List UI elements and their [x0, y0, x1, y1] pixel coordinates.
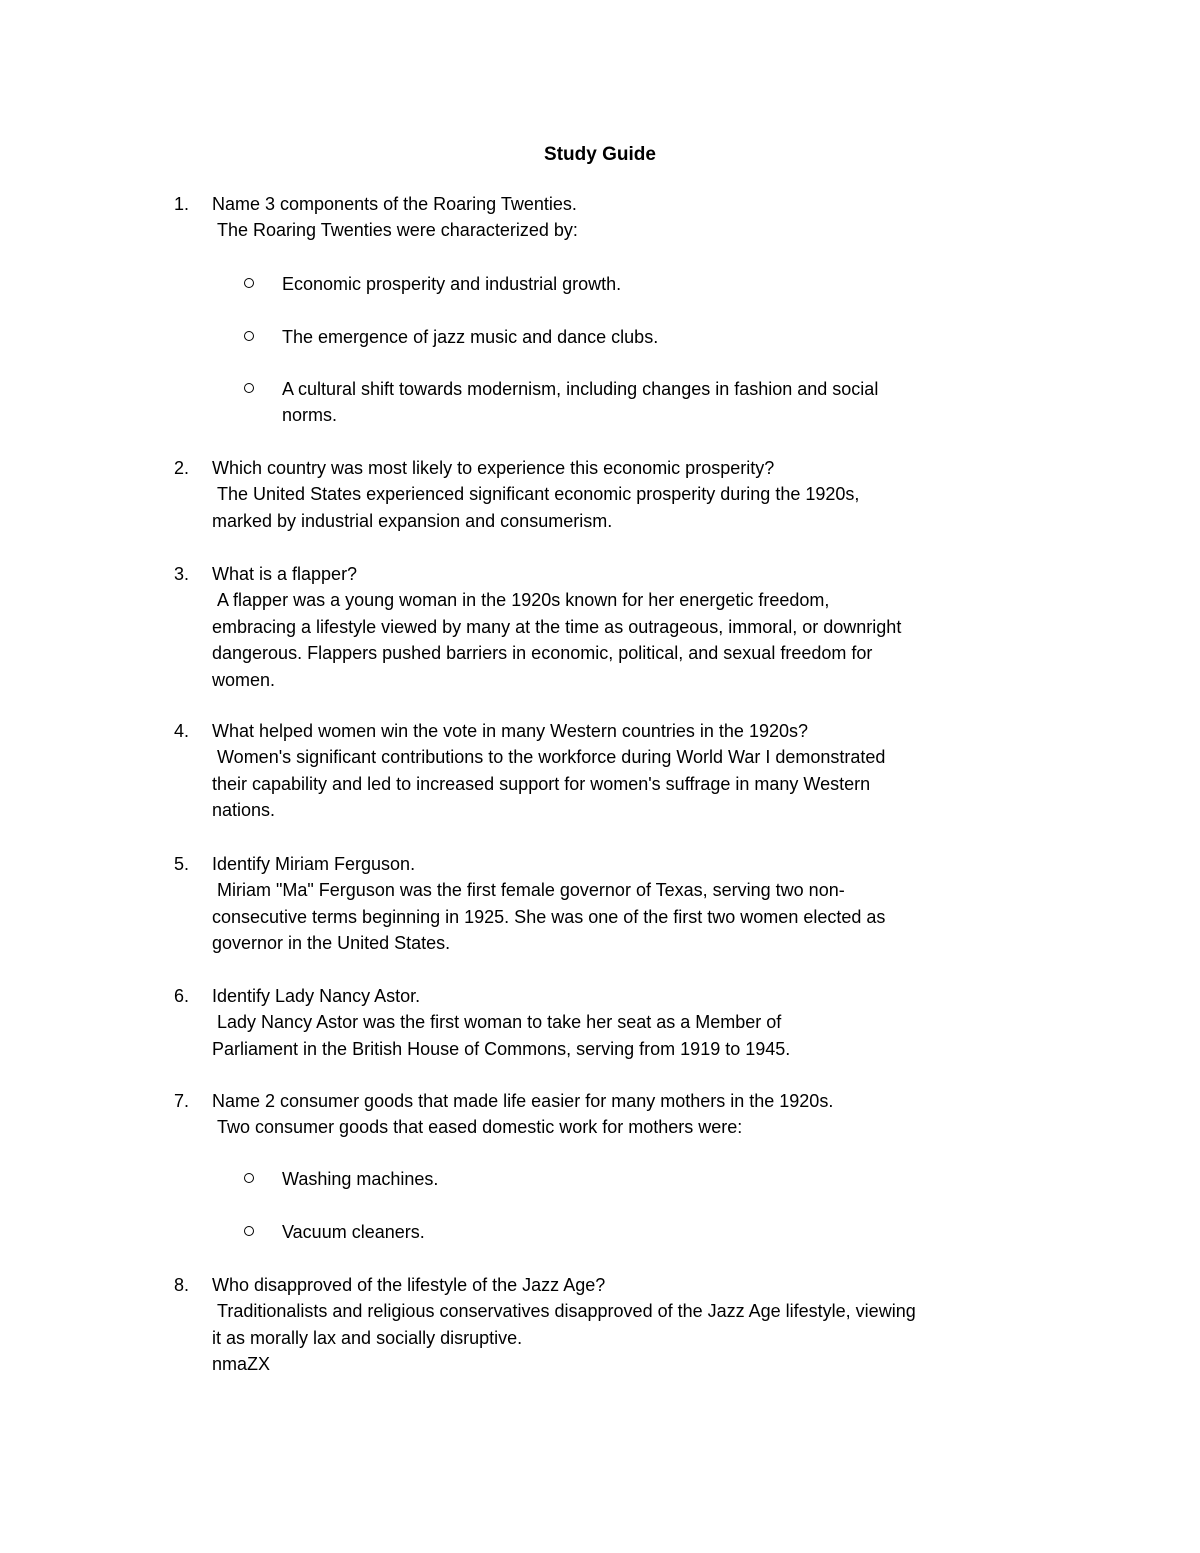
- question-5: [174, 851, 912, 957]
- question-number: 7.: [174, 1091, 190, 1111]
- question-text: What helped women win the vote in many Western countries in the 1920s?: [212, 721, 808, 741]
- bullet-item: [282, 1166, 922, 1192]
- hollow-bullet-icon: [244, 383, 254, 393]
- bullet-item: [282, 271, 922, 297]
- trailing-text: nmaZX: [212, 1354, 271, 1374]
- question-number: 6.: [174, 986, 190, 1006]
- question-text: Who disapproved of the lifestyle of the Jazz Age?: [212, 1275, 606, 1295]
- hollow-bullet-icon: [244, 1226, 254, 1236]
- question-number: 3.: [174, 564, 190, 584]
- question-number: 8.: [174, 1275, 190, 1295]
- bullet-text: Economic prosperity and industrial growth.: [282, 274, 622, 294]
- answer-text: The United States experienced significant economic prosperity during the 1920s, marked by industrial expansion and consumerism.: [212, 484, 865, 531]
- answer-text: Women's significant contributions to the workforce during World War I demonstrated their capability and led to increased support for women's suffrage in many Western nations.: [212, 747, 891, 821]
- answer-text: Two consumer goods that eased domestic work for mothers were:: [212, 1117, 743, 1138]
- answer-text: Lady Nancy Astor was the first woman to take her seat as a Member of Parliament in the British House of Commons, serving from 1919 to 1945.: [212, 1012, 791, 1059]
- question-text: Identify Lady Nancy Astor.: [212, 986, 421, 1006]
- question-text: Name 3 components of the Roaring Twenties.: [212, 194, 577, 214]
- question-4: [174, 718, 892, 824]
- question-text: Name 2 consumer goods that made life easier for many mothers in the 1920s.: [212, 1091, 834, 1111]
- bullet-text: The emergence of jazz music and dance clubs.: [282, 327, 659, 347]
- answer-text: The Roaring Twenties were characterized by:: [212, 220, 578, 241]
- answer-text: Traditionalists and religious conservatives disapproved of the Jazz Age lifestyle, viewing it as morally lax and socially disruptive.: [212, 1301, 921, 1348]
- bullet-item: [282, 324, 922, 350]
- question-number: 1.: [174, 194, 190, 214]
- question-1: [174, 191, 932, 244]
- question-6: [174, 983, 872, 1062]
- question-2: [174, 455, 882, 534]
- answer-text: Miriam "Ma" Ferguson was the first female governor of Texas, serving two non-consecutive terms beginning in 1925. She was one of the first two women elected as governor in the United States.: [212, 880, 891, 954]
- bullet-item: [282, 1219, 922, 1245]
- hollow-bullet-icon: [244, 278, 254, 288]
- question-8: [174, 1272, 927, 1351]
- question-number: 4.: [174, 721, 190, 741]
- question-text: What is a flapper?: [212, 564, 358, 584]
- question-7: [174, 1088, 912, 1141]
- page-title: Study Guide: [544, 144, 656, 165]
- bullet-text: A cultural shift towards modernism, including changes in fashion and social norms.: [282, 379, 879, 426]
- hollow-bullet-icon: [244, 1173, 254, 1183]
- bullet-item: [282, 376, 912, 429]
- question-number: 5.: [174, 854, 190, 874]
- question-text: Identify Miriam Ferguson.: [212, 854, 416, 874]
- bullet-text: Vacuum cleaners.: [282, 1222, 425, 1242]
- hollow-bullet-icon: [244, 331, 254, 341]
- answer-text: A flapper was a young woman in the 1920s known for her energetic freedom, embracing a lifestyle viewed by many at the time as outrageous, immoral, or downright dangerous. Flappers pushed barriers in economic, political, and sexual freedom for women.: [212, 590, 907, 690]
- question-number: 2.: [174, 458, 190, 478]
- question-3: [174, 561, 912, 693]
- question-text: Which country was most likely to experience this economic prosperity?: [212, 458, 775, 478]
- bullet-text: Washing machines.: [282, 1169, 439, 1189]
